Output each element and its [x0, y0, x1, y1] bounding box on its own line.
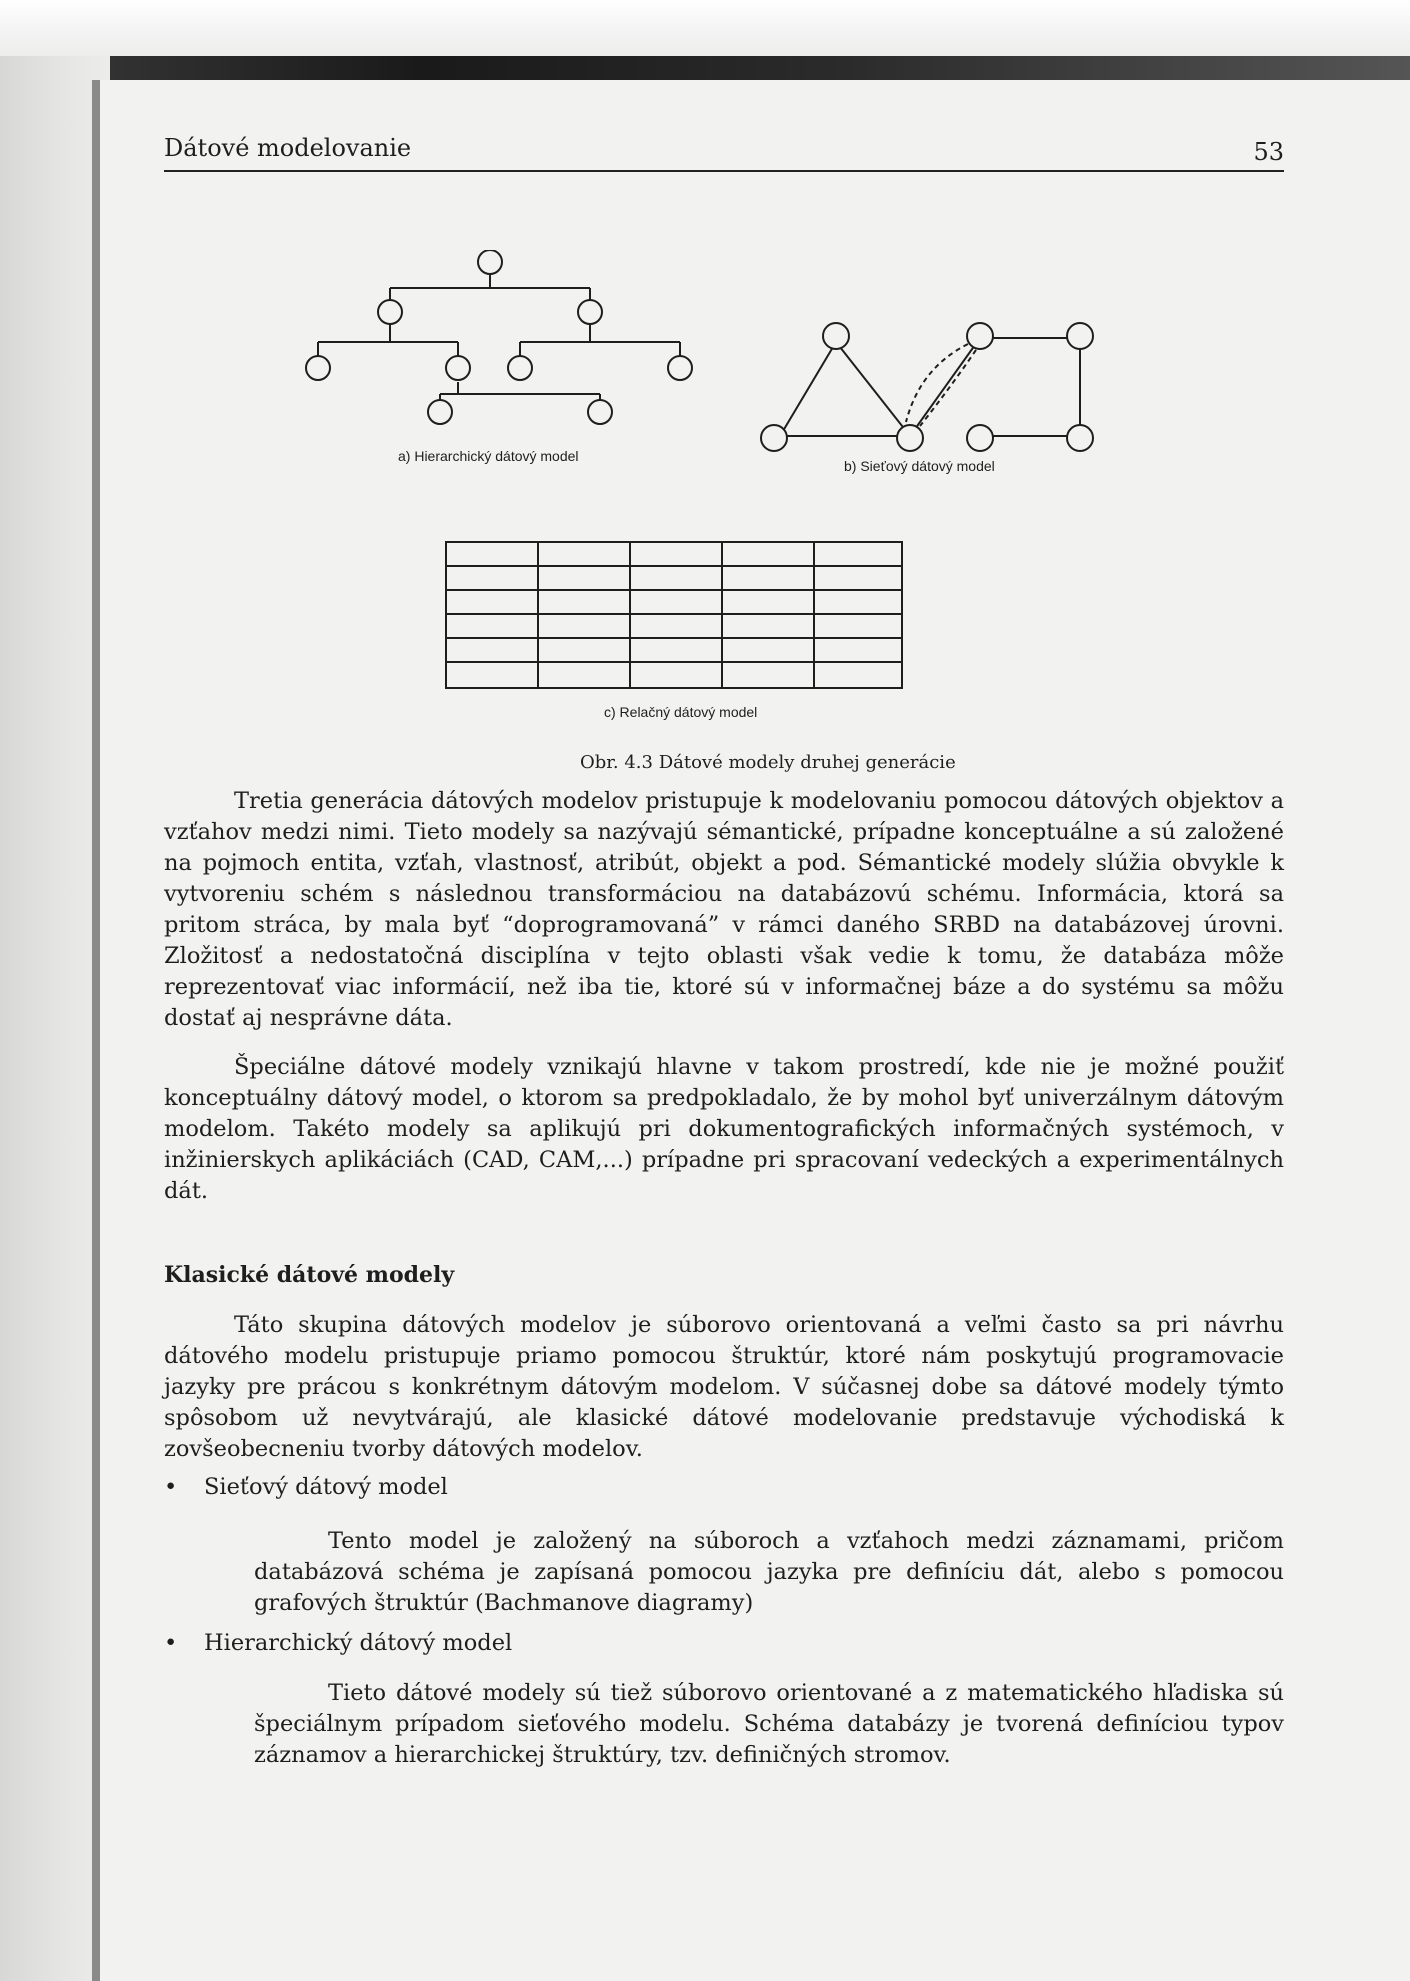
hier-node: [306, 356, 330, 380]
network-model-diagram: [750, 318, 1110, 458]
hier-node: [428, 400, 452, 424]
paragraph-third-generation: Tretia generácia dátových modelov pristupuje k modelovaniu pomocou dátových objektov a vzťahov medzi nimi. Tieto modely sa nazývajú sémantické, prípadne konceptuálne a sú založené na pojmoch entita, vzťah, vlastnosť, atribút, objekt a pod. Sémantické modely slúžia obvykle k vytvoreniu schém s následnou transformáciou na databázovú schému. Informácia, ktorá sa pritom stráca, by mala byť “doprogramovaná” v rámci daného SRBD na databázovej úrovni. Zložitosť a nedostatočná disciplína v tejto oblasti však vedie k tomu, že databáza môže reprezentovať viac informácií, než iba tie, ktoré sú v informačnej báze a do systému sa môžu dostať aj nesprávne dáta.: [164, 788, 1284, 1031]
chapter-title: Dátové modelovanie: [164, 134, 412, 162]
bullet-symbol: •: [164, 1474, 178, 1500]
network-node: [967, 425, 993, 451]
network-node: [897, 425, 923, 451]
figure-caption: Obr. 4.3 Dátové modely druhej generácie: [580, 752, 956, 773]
bullet-label: Hierarchický dátový model: [204, 1630, 513, 1656]
bullet-hierarchical-description: Tieto dátové modely sú tiež súborovo orientované a z matematického hľadiska sú špeciálnym prípadom sieťového modelu. Schéma databázy je tvorená definíciou typov záznamov a hierarchickej štruktúry, tzv. definičných stromov.: [254, 1680, 1284, 1768]
bullet-symbol: •: [164, 1630, 178, 1656]
scanner-shadow-band: [0, 56, 1410, 80]
network-model-label: b) Sieťový dátový model: [844, 458, 995, 474]
network-node: [823, 323, 849, 349]
bullet-network-description: Tento model je založený na súboroch a vzťahoch medzi záznamami, pričom databázová schéma je zapísaná pomocou jazyka pre definíciu dát, alebo s pomocou grafových štruktúr (Bachmanove diagramy): [254, 1528, 1284, 1616]
network-node: [1067, 425, 1093, 451]
hier-node: [446, 356, 470, 380]
header-rule: [164, 170, 1284, 172]
hier-node: [508, 356, 532, 380]
page-number: 53: [1253, 138, 1284, 166]
section-heading-classic-models: Klasické dátové modely: [164, 1262, 455, 1288]
paragraph-classic-models: Táto skupina dátových modelov je súborovo orientovaná a veľmi často sa pri návrhu dátového modelu pristupuje priamo pomocou štruktúr, ktoré nám poskytujú programovacie jazyky pre prácou s konkrétnym dátovým modelom. V súčasnej dobe sa dátové modely týmto spôsobom už nevytvárajú, ale klasické dátové modelovanie predstavuje východiská k zovšeobecneniu tvorby dátových modelov.: [164, 1312, 1284, 1462]
page-binding-edge: [92, 80, 100, 1981]
network-node: [967, 323, 993, 349]
running-header: [164, 128, 1284, 172]
hier-node: [578, 300, 602, 324]
bullet-network-model: [164, 1474, 448, 1500]
hierarchical-model-label: a) Hierarchický dátový model: [398, 448, 579, 464]
network-node: [761, 425, 787, 451]
relational-model-table: [444, 540, 904, 690]
hier-node: [478, 250, 502, 274]
paragraph-special-models: Špeciálne dátové modely vznikajú hlavne v takom prostredí, kde nie je možné použiť konceptuálny dátový model, o ktorom sa predpokladalo, že by mohol byť univerzálnym dátovým modelom. Takéto modely sa aplikujú pri dokumentografických informačných systémoch, v inžinierskych aplikáciách (CAD, CAM,...) prípadne pri spracovaní vedeckých a experimentálnych dát.: [164, 1054, 1284, 1204]
bullet-label: Sieťový dátový model: [204, 1474, 448, 1500]
network-node: [1067, 323, 1093, 349]
relational-model-label: c) Relačný dátový model: [604, 704, 758, 720]
hier-node: [668, 356, 692, 380]
hierarchical-model-diagram: [290, 250, 730, 430]
hier-node: [588, 400, 612, 424]
hier-node: [378, 300, 402, 324]
bullet-hierarchical-model: [164, 1630, 512, 1656]
